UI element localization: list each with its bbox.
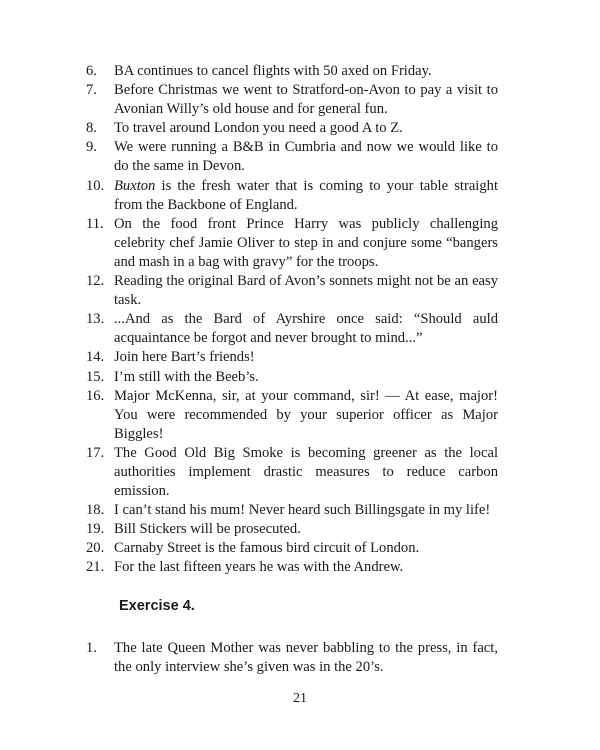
list-item bbox=[86, 138, 498, 176]
list-item bbox=[86, 310, 498, 348]
item-text bbox=[114, 177, 498, 215]
item-number: 20. bbox=[86, 540, 105, 557]
item-text: For the last fifteen years he was with the Andrew. bbox=[114, 559, 404, 576]
item-text: We were running a B&B in Cumbria and now we would like to do the same in Devon. bbox=[114, 139, 498, 175]
list-item bbox=[86, 81, 498, 119]
item-number: 12. bbox=[86, 273, 105, 290]
item-text: Reading the original Bard of Avon’s sonnets might not be an easy task. bbox=[114, 273, 498, 309]
list-item bbox=[86, 177, 498, 215]
list-item bbox=[86, 539, 498, 558]
item-number: 15. bbox=[86, 368, 105, 385]
item-number: 18. bbox=[86, 502, 105, 519]
item-number: 16. bbox=[86, 387, 105, 404]
item-number: 14. bbox=[86, 349, 105, 366]
list-item bbox=[86, 444, 498, 501]
item-number: 7. bbox=[86, 82, 97, 99]
item-number: 13. bbox=[86, 311, 105, 328]
list-item bbox=[86, 558, 498, 577]
item-number: 6. bbox=[86, 63, 97, 79]
list-item bbox=[86, 639, 498, 677]
exercise-list-continued bbox=[86, 62, 498, 578]
item-text: Bill Stickers will be prosecuted. bbox=[114, 521, 301, 538]
item-text: Join here Bart’s friends! bbox=[114, 349, 255, 366]
item-text: The Good Old Big Smoke is becoming greener as the local authorities implement drastic measures to reduce carbon emission. bbox=[114, 444, 498, 500]
item-text: To travel around London you need a good A to Z. bbox=[114, 120, 403, 137]
exercise-4-list bbox=[86, 639, 498, 677]
item-text-rest: is the fresh water that is coming to your table straight from the Backbone of England. bbox=[114, 177, 498, 213]
item-text: Before Christmas we went to Stratford-on-Avon to pay a visit to Avonian Willy’s old house and for general fun. bbox=[114, 82, 498, 118]
list-item bbox=[86, 272, 498, 310]
item-text: I’m still with the Beeb’s. bbox=[114, 368, 259, 385]
list-item bbox=[86, 520, 498, 539]
list-item bbox=[86, 119, 498, 138]
item-text: Major McKenna, sir, at your command, sir! — At ease, major! You were recommended by your superior officer as Major Biggles! bbox=[114, 387, 498, 442]
item-number: 17. bbox=[86, 444, 105, 461]
list-item bbox=[86, 62, 498, 81]
item-text: The late Queen Mother was never babbling to the press, in fact, the only interview she’s given was in the 20’s. bbox=[114, 640, 498, 676]
item-text: BA continues to cancel flights with 50 axed on Friday. bbox=[114, 63, 432, 79]
list-item bbox=[86, 348, 498, 367]
item-number: 1. bbox=[86, 640, 97, 656]
item-number: 8. bbox=[86, 120, 97, 137]
item-text: On the food front Prince Harry was publicly challenging celebrity chef Jamie Oliver to step in and conjure some “bangers and mash in a bag with gravy” for the troops. bbox=[114, 215, 498, 270]
item-number: 19. bbox=[86, 521, 105, 538]
item-number: 10. bbox=[86, 177, 105, 194]
list-item bbox=[86, 215, 498, 272]
exercise-heading: Exercise 4. bbox=[119, 598, 195, 614]
item-number: 21. bbox=[86, 559, 105, 576]
item-italic-term: Buxton bbox=[114, 177, 156, 194]
list-item bbox=[86, 368, 498, 387]
item-text: ...And as the Bard of Ayrshire once said: “Should auld acquaintance be forgot and never brought to mind...” bbox=[114, 311, 498, 347]
item-number: 9. bbox=[86, 139, 97, 156]
list-item bbox=[86, 501, 498, 520]
list-item bbox=[86, 387, 498, 444]
page-number: 21 bbox=[293, 691, 307, 706]
item-text: I can’t stand his mum! Never heard such Billingsgate in my life! bbox=[114, 502, 491, 519]
item-text: Carnaby Street is the famous bird circuit of London. bbox=[114, 540, 420, 557]
item-number: 11. bbox=[86, 215, 104, 232]
